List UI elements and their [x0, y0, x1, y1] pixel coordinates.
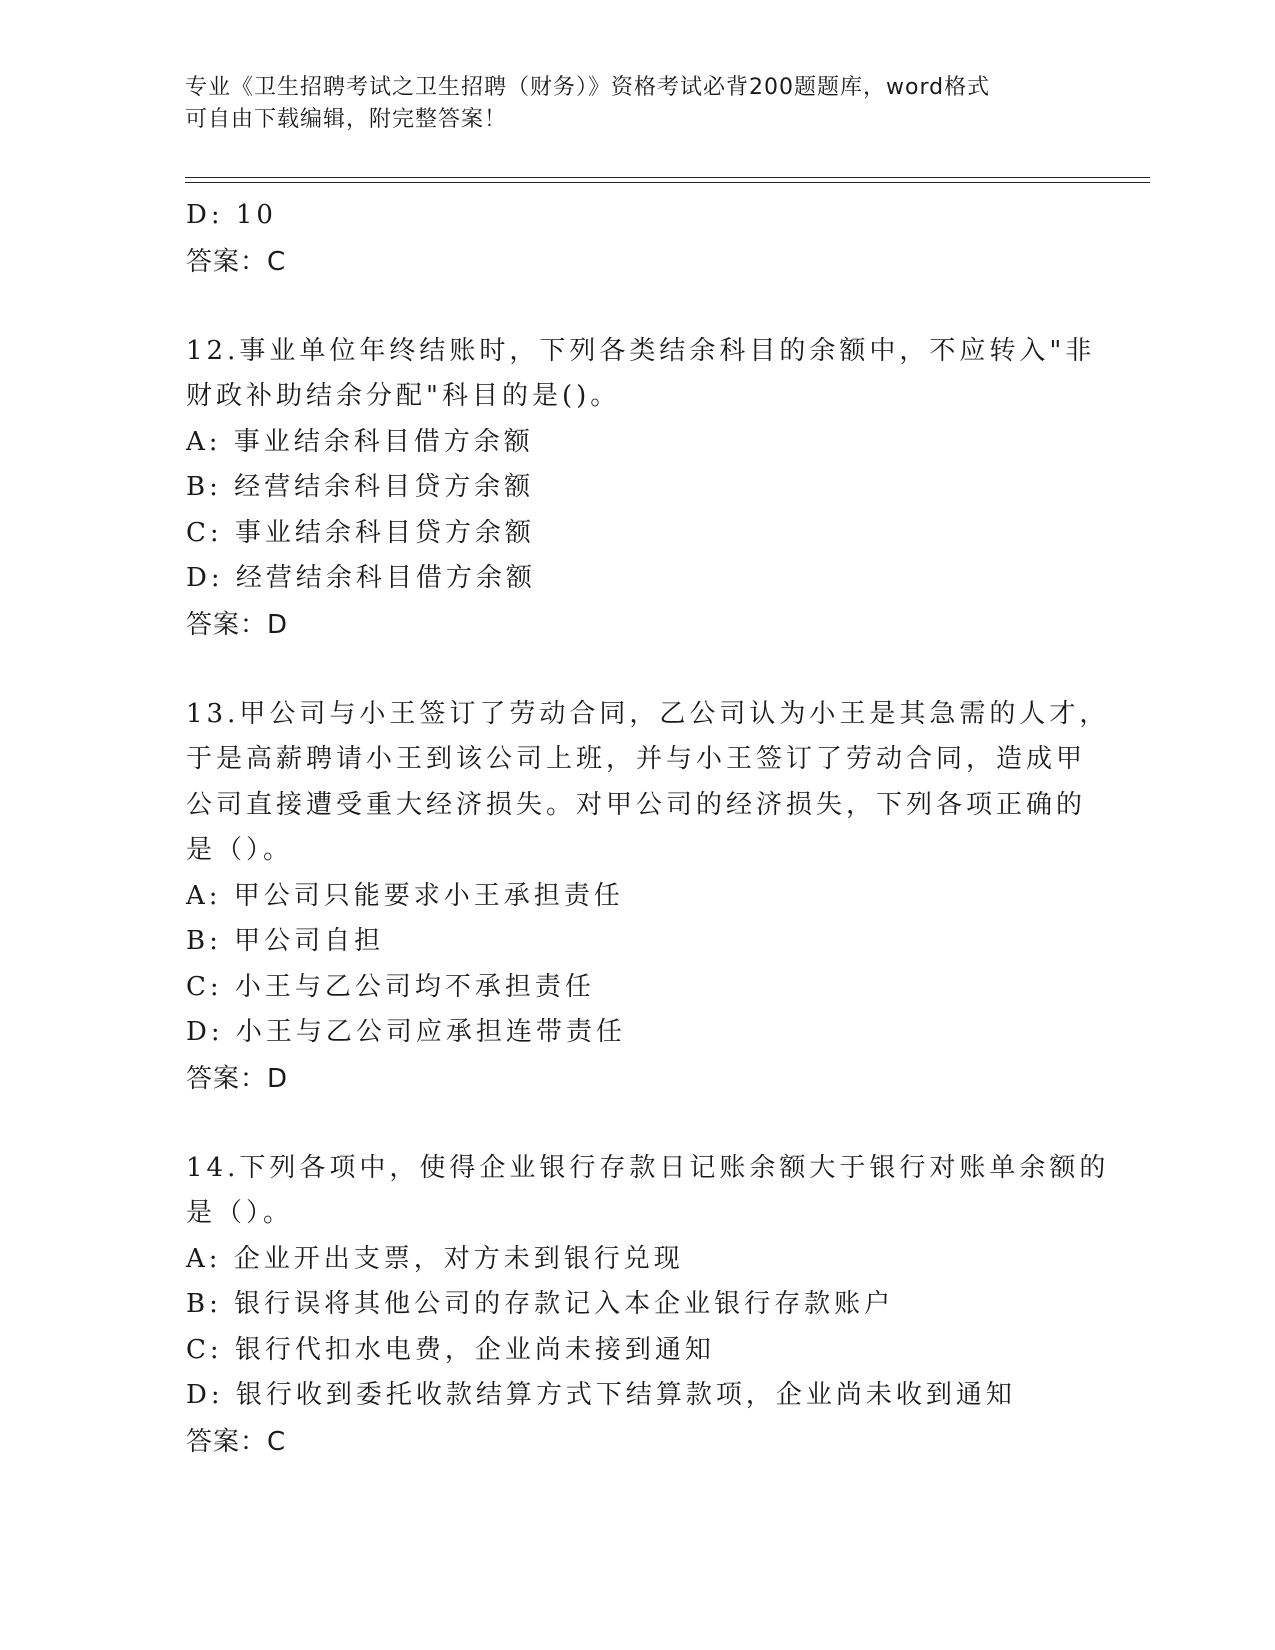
header-title-line-2: 可自由下载编辑，附完整答案！: [185, 107, 508, 132]
question-stem: 于是高薪聘请小王到该公司上班，并与小王签订了劳动合同，造成甲: [186, 744, 1087, 774]
header-divider-bottom: [185, 182, 1150, 183]
question-stem: 是（）。: [186, 835, 294, 865]
question-12: [186, 329, 1096, 648]
option-b: B: 银行误将其他公司的存款记入本企业银行存款账户: [186, 1289, 895, 1319]
option-a: A: 企业开出支票，对方未到银行兑现: [186, 1243, 684, 1274]
question-stem: 13.甲公司与小王签订了劳动合同，乙公司认为小王是其急需的人才，: [186, 698, 1110, 729]
option-c: C: 银行代扣水电费，企业尚未接到通知: [186, 1334, 715, 1365]
option-d: D: 小王与乙公司应承担连带责任: [186, 1017, 626, 1047]
option-d: D: 10: [186, 200, 277, 230]
question-11-tail: [186, 193, 1086, 285]
question-content: [186, 193, 1110, 1465]
option-b: B: 甲公司自担: [186, 926, 385, 956]
answer: 答案：C: [186, 246, 287, 277]
answer: 答案：C: [186, 1426, 287, 1457]
option-a: A: 事业结余科目借方余额: [186, 426, 534, 457]
question-stem: 14.下列各项中，使得企业银行存款日记账余额大于银行对账单余额的: [186, 1152, 1110, 1183]
answer: 答案：D: [186, 1063, 289, 1094]
option-c: C: 小王与乙公司均不承担责任: [186, 971, 595, 1002]
question-13: [186, 692, 1110, 1102]
question-stem: 公司直接遭受重大经济损失。对甲公司的经济损失，下列各项正确的: [186, 789, 1087, 820]
option-d: D: 银行收到委托收款结算方式下结算款项，企业尚未收到通知: [186, 1380, 1016, 1410]
question-stem: 12.事业单位年终结账时，下列各类结余科目的余额中，不应转入"非: [186, 335, 1096, 366]
question-14: [186, 1146, 1110, 1465]
document-header: [185, 72, 1085, 136]
question-stem: 是（）。: [186, 1198, 294, 1228]
option-b: B: 经营结余科目贷方余额: [186, 472, 535, 502]
header-divider-top: [185, 177, 1150, 178]
question-stem: 财政补助结余分配"科目的是()。: [186, 381, 621, 411]
answer: 答案：D: [186, 609, 289, 640]
header-title-line-1: 专业《卫生招聘考试之卫生招聘（财务）》资格考试必背200题题库，word格式: [185, 75, 991, 100]
option-a: A: 甲公司只能要求小王承担责任: [186, 880, 624, 911]
option-c: C: 事业结余科目贷方余额: [186, 517, 535, 548]
option-d: D: 经营结余科目借方余额: [186, 563, 536, 593]
